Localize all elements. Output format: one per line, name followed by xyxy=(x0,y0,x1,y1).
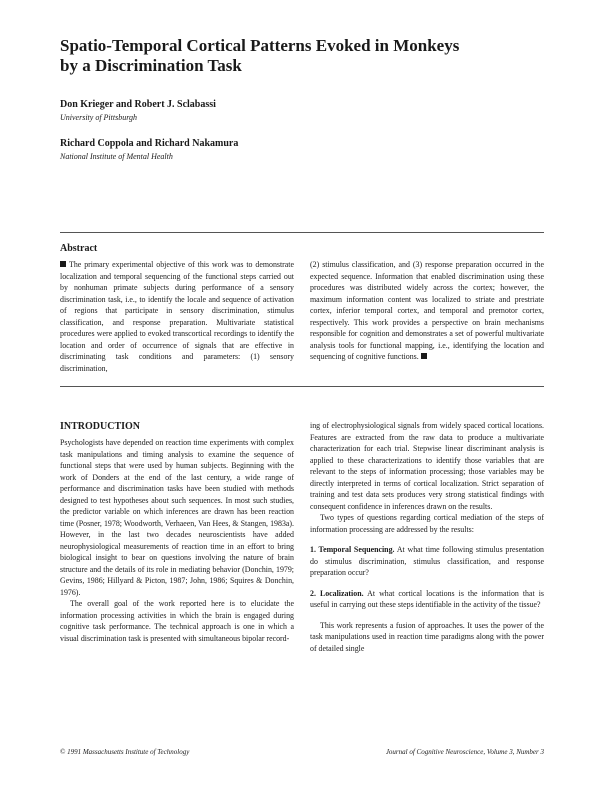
affiliation-2: National Institute of Mental Health xyxy=(60,152,173,161)
intro-paragraph-1: Psychologists have depended on reaction time experiments with complex task manipulations and timing analysis to examine the sequence of functional steps that were used by human subjects. Beginning with the work of Donders at the end of the last century, a wide range of performance and discrimination tasks have been studied with methods designed to test hypotheses about such sequences. In most such studies, the predictor variable on which inferences are drawn has been reaction time (Posner, 1978; Woodworth, Verhaeen, Van Hees, & Stangen, 1983a). However, in the last two decades neuroscientists have added neurophysiological measurements of reaction time in an effort to bring biological insight to bear on questions involving the nature of brain structure and the details of its role in mediating behavior (Donchin, 1979; Gevins, 1986; Hillyard & Picton, 1987; John, 1986; Squires & Donchin, 1976). xyxy=(60,438,294,597)
abstract-start-square-icon xyxy=(60,261,66,267)
abstract-heading: Abstract xyxy=(60,243,98,254)
paper-title: Spatio-Temporal Cortical Patterns Evoked in Monkeys by a Discrimination Task xyxy=(60,36,460,75)
author-group-2: Richard Coppola and Richard Nakamura xyxy=(60,138,239,149)
abstract-column-2 xyxy=(310,259,544,363)
introduction-left-column xyxy=(60,437,294,644)
author-group-1: Don Krieger and Robert J. Sclabassi xyxy=(60,99,216,110)
abstract-end-square-icon xyxy=(421,353,427,359)
abstract-column-1 xyxy=(60,259,294,374)
introduction-right-column xyxy=(310,420,544,654)
intro-paragraph-4: Two types of questions regarding cortical mediation of the steps of information processing are addressed by the results: xyxy=(310,513,544,534)
intro-paragraph-3: ing of electrophysiological signals from widely spaced cortical locations. Features are extracted from the raw data to produce a multivariate characterization for each trial. Stepwise linear discriminant analysis is applied to these characterizations to identify those variables that are relevant to the steps of information processing; those variables may be directly interpreted in terms of cortical localization. Strict separation of training and test data sets produces very strong statistical findings with consequent confidence in inferences drawn on the results. xyxy=(310,421,544,511)
intro-top-rule xyxy=(60,386,544,387)
copyright-footer: © 1991 Massachusetts Institute of Technology xyxy=(60,748,190,756)
abstract-top-rule xyxy=(60,232,544,233)
intro-paragraph-2: The overall goal of the work reported here is to elucidate the information processing activities in which the brain is engaged during cognitive task performance. The technical approach is one in which a visual discrimination task is presented with simultaneous bipolar record- xyxy=(60,599,294,643)
numbered-item-temporal-sequencing: 1. Temporal Sequencing. At what time following stimulus presentation do stimulus discrimination, stimulus classification, and response preparation occur? xyxy=(310,545,544,577)
numbered-item-localization: 2. Localization. At what cortical locations is the information that is useful in carrying out these steps identifiable in the activity of the tissue? xyxy=(310,588,544,609)
intro-paragraph-5: This work represents a fusion of approaches. It uses the power of the task manipulations used in reaction time paradigms along with the power of detailed single xyxy=(310,620,544,653)
affiliation-1: University of Pittsburgh xyxy=(60,113,138,122)
journal-footer: Journal of Cognitive Neuroscience, Volume 3, Number 3 xyxy=(385,748,544,756)
introduction-heading: INTRODUCTION xyxy=(60,421,141,432)
abstract-text-1: The primary experimental objective of this work was to demonstrate localization and temporal sequencing of the functional steps carried out by nonhuman primate subjects during performance of a sensory discrimination task, i.e., to identify the locale and sequence of activation of regions that participate in sensory discrimination, stimulus classification, and response preparation. Multivariate statistical procedures were applied to evoked transcortical recordings to identify the location and order of occurrence of signals that are effective in discriminating task conditions and parameters: (1) sensory discrimination, xyxy=(60,260,294,373)
abstract-text-2: (2) stimulus classification, and (3) response preparation occurred in the expected sequence. Information that enabled discrimination using these procedures was distributed widely across the cortex; however, the maximum information content was localized to striate and prestriate cortex, inferior temporal cortex, and temporal and premotor cortex, respectively. This work provides a perspective on brain mechanisms responsible for cognition and demonstrates a set of powerful multivariate analysis tools for functional mapping, i.e., identifying the location and sequencing of cognitive functions. xyxy=(310,260,544,361)
